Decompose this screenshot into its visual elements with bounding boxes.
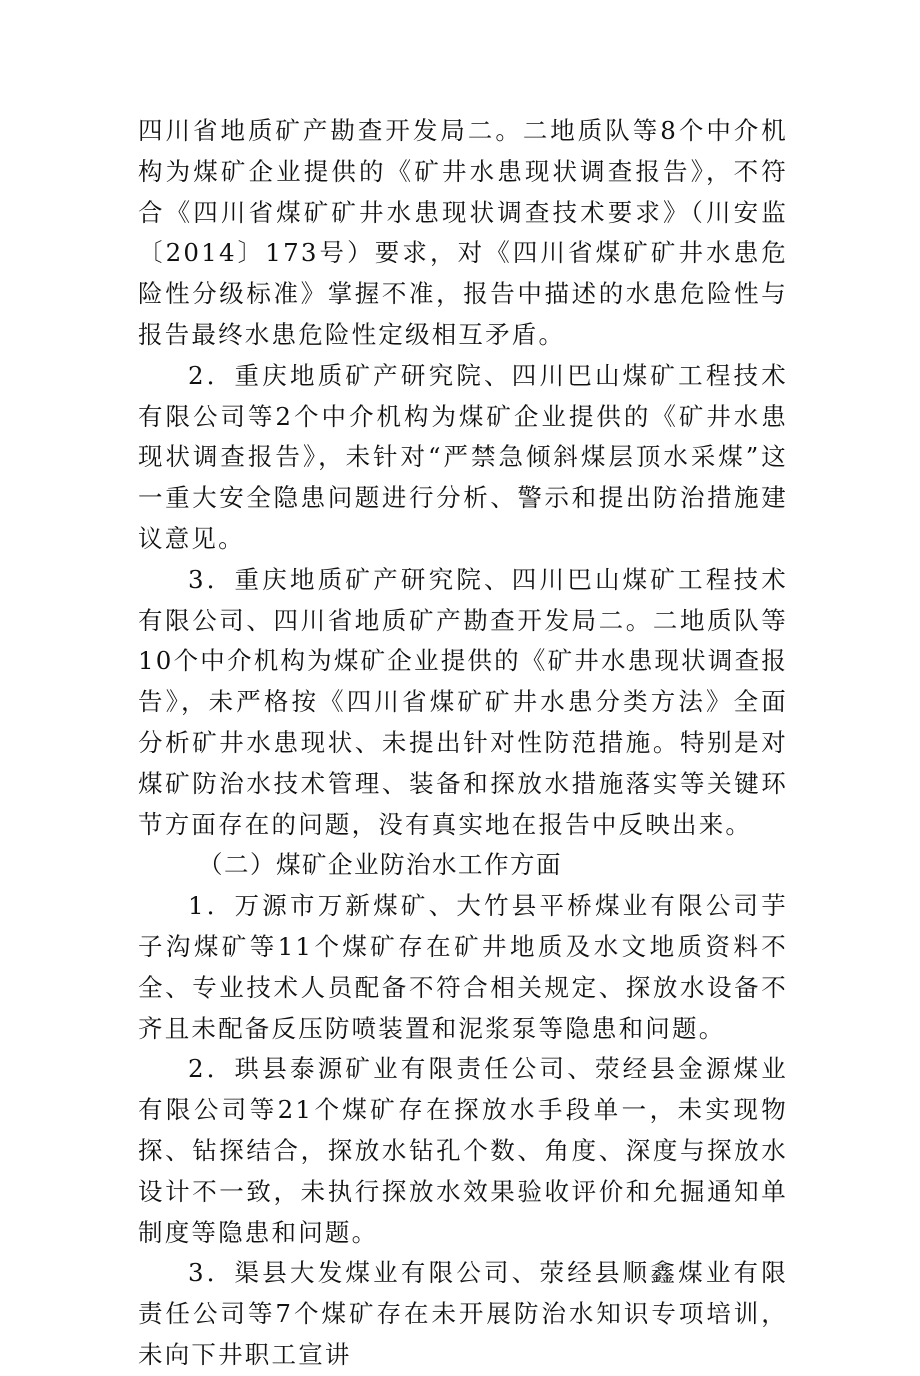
paragraph-intermediary-1: 四川省地质矿产勘查开发局二。二地质队等8个中介机构为煤矿企业提供的《矿井水患现状调查报告》，不符合《四川省煤矿矿井水患现状调查技术要求》（川安监〔2014〕173号）要求，对《四川省煤矿矿井水患危险性分级标准》掌握不准，报告中描述的水患危险性与报告最终水患危险性定级相互矛盾。 [138,116,788,349]
paragraph-intermediary-2: 2．重庆地质矿产研究院、四川巴山煤矿工程技术有限公司等2个中介机构为煤矿企业提供的《矿井水患现状调查报告》，未针对“严禁急倾斜煤层顶水采煤”这一重大安全隐患问题进行分析、警示和提出防治措施建议意见。 [138,360,788,553]
section-heading: （二）煤矿企业防治水工作方面 [198,850,562,880]
paragraph-coal-mine-3: 3．渠县大发煤业有限公司、荥经县顺鑫煤业有限责任公司等7个煤矿存在未开展防治水知识专项培训，未向下井职工宣讲 [138,1258,788,1369]
document-body [138,111,788,1376]
paragraph-coal-mine-2: 2．珙县泰源矿业有限责任公司、荥经县金源煤业有限公司等21个煤矿存在探放水手段单一，未实现物探、钻探结合，探放水钻孔个数、角度、深度与探放水设计不一致，未执行探放水效果验收评价和允掘通知单制度等隐患和问题。 [138,1054,788,1247]
paragraph-coal-mine-1: 1．万源市万新煤矿、大竹县平桥煤业有限公司芋子沟煤矿等11个煤矿存在矿井地质及水文地质资料不全、专业技术人员配备不符合相关规定、探放水设备不齐且未配备反压防喷装置和泥浆泵等隐患和问题。 [138,891,788,1043]
paragraph-intermediary-3: 3．重庆地质矿产研究院、四川巴山煤矿工程技术有限公司、四川省地质矿产勘查开发局二。二地质队等10个中介机构为煤矿企业提供的《矿井水患现状调查报告》，未严格按《四川省煤矿矿井水患分类方法》全面分析矿井水患现状、未提出针对性防范措施。特别是对煤矿防治水技术管理、装备和探放水措施落实等关键环节方面存在的问题，没有真实地在报告中反映出来。 [138,564,788,839]
